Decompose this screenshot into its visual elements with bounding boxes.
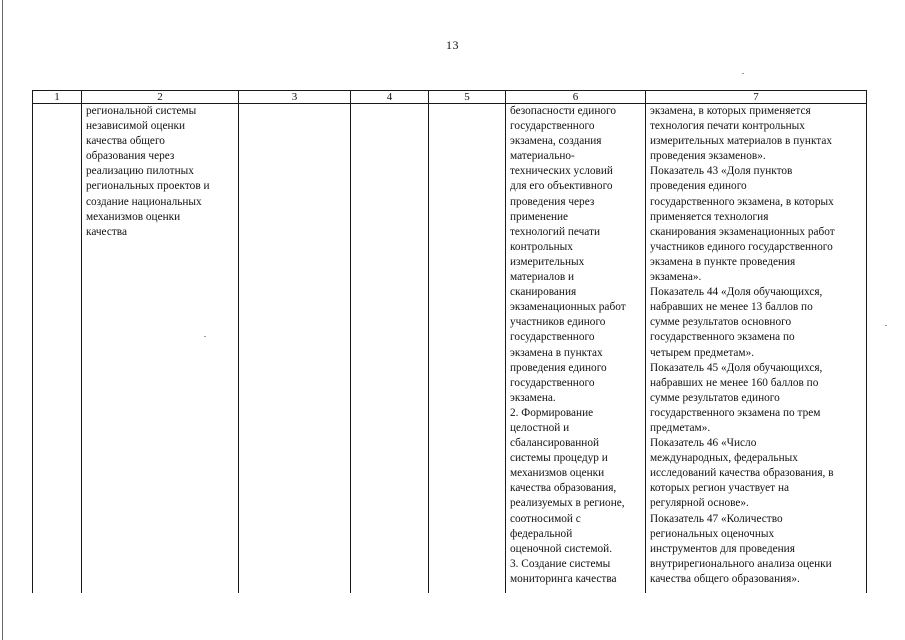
col6-text-line: сбалансированной <box>510 437 600 450</box>
col7-text-line: региональных оценочных <box>650 527 775 540</box>
col6-text-line: технических условий <box>510 165 613 178</box>
col7-text-line: сумме результатов единого <box>650 391 780 404</box>
col7-text-line: исследований качества образования, в <box>650 467 834 480</box>
col2-text-line: качества <box>86 225 128 238</box>
column-number-4: 4 <box>351 91 429 104</box>
col6-text-line: для его объективного <box>510 180 613 193</box>
col6-text-line: соотносимой с <box>510 512 581 525</box>
col7-text-line: набравших не менее 13 баллов по <box>650 301 813 314</box>
col7-text-line: предметам». <box>650 421 711 434</box>
col2-text-line: образования через <box>86 150 175 163</box>
col7-text-line: набравших не менее 160 баллов по <box>650 376 819 389</box>
col6-text-line: контрольных <box>510 240 573 253</box>
col6-text-line: технологий печати <box>510 225 600 238</box>
col2-text-line: региональной системы <box>86 105 197 117</box>
col7-text-line: государственного экзамена по трем <box>650 406 821 419</box>
col7-text-line: Показатель 47 «Количество <box>650 512 783 525</box>
col7-text-line: экзамена в пункте проведения <box>650 255 796 268</box>
document-table <box>32 90 867 593</box>
col6-text-line: экзаменационных работ <box>510 301 626 314</box>
col7-text-line: сканирования экзаменационных работ <box>650 225 835 238</box>
col7-text-line: международных, федеральных <box>650 452 798 465</box>
col7-text-line: качества общего образования». <box>650 572 800 585</box>
col7-text-line: которых регион участвует на <box>650 482 789 495</box>
cell-col-4 <box>351 104 429 594</box>
cell-col-5 <box>429 104 506 594</box>
col6-text-line: системы процедур и <box>510 452 608 465</box>
scan-speck <box>885 325 887 326</box>
col6-text-line: 3. Создание системы <box>510 557 611 570</box>
col2-text-line: независимой оценки <box>86 120 186 133</box>
col2-text-line: реализацию пилотных <box>86 165 194 178</box>
column-number-7: 7 <box>646 91 867 104</box>
col6-text-line: государственного <box>510 331 595 344</box>
col7-text-line: Показатель 46 «Число <box>650 437 757 450</box>
col7-text-line: Показатель 43 «Доля пунктов <box>650 165 793 178</box>
col6-text-line: применение <box>510 210 569 223</box>
cell-col-3 <box>239 104 351 594</box>
column-number-2: 2 <box>82 91 239 104</box>
column-number-6: 6 <box>506 91 646 104</box>
scan-edge-left <box>2 0 3 640</box>
page-number: 13 <box>446 38 459 52</box>
col7-text-line: технология печати контрольных <box>650 120 805 133</box>
col6-text-line: участников единого <box>510 316 606 329</box>
col6-text-line: проведения единого <box>510 361 607 374</box>
column-number-1: 1 <box>33 91 82 104</box>
cell-col-2 <box>82 104 239 594</box>
col2-text-line: качества общего <box>86 135 165 148</box>
col6-text-line: экзамена в пунктах <box>510 346 603 359</box>
scan-speck <box>742 73 744 74</box>
col6-text-line: измерительных <box>510 255 585 268</box>
col7-text-line: государственного экзамена по <box>650 331 795 344</box>
cell-col-6 <box>506 104 646 594</box>
col7-text-line: регулярной основе». <box>650 497 749 510</box>
col7-text-line: участников единого государственного <box>650 240 833 253</box>
col6-text-line: проведения через <box>510 195 595 208</box>
col2-text-line: создание национальных <box>86 195 202 208</box>
col6-text-line: экзамена, создания <box>510 135 602 148</box>
col6-text-line: мониторинга качества <box>510 572 617 585</box>
col6-text-line: оценочной системой. <box>510 542 613 555</box>
col6-text-line: государственного <box>510 376 595 389</box>
table-row <box>33 104 867 594</box>
col6-text-line: федеральной <box>510 527 573 540</box>
col6-text-line: материально- <box>510 150 575 163</box>
col7-text-line: внутрирегионального анализа оценки <box>650 557 832 570</box>
col6-text-line: качества образования, <box>510 482 617 495</box>
column-number-5: 5 <box>429 91 506 104</box>
col7-text-line: четырем предметам». <box>650 346 755 359</box>
col7-text-line: сумме результатов основного <box>650 316 792 329</box>
col7-text-line: государственного экзамена, в которых <box>650 195 834 208</box>
cell-col-7 <box>646 104 867 594</box>
col7-text-line: измерительных материалов в пунктах <box>650 135 833 148</box>
col2-text-line: механизмов оценки <box>86 210 181 223</box>
col6-text-line: экзамена. <box>510 391 556 404</box>
col7-text-line: Показатель 44 «Доля обучающихся, <box>650 286 823 299</box>
cell-col-1 <box>33 104 82 594</box>
col6-text-line: механизмов оценки <box>510 467 605 480</box>
col6-text-line: сканирования <box>510 286 577 299</box>
col2-text-line: региональных проектов и <box>86 180 210 193</box>
column-number-row <box>33 91 867 104</box>
col7-text-line: проведения единого <box>650 180 747 193</box>
col6-text-line: материалов и <box>510 271 575 284</box>
col6-text-line: безопасности единого <box>510 105 617 117</box>
col6-text-line: реализуемых в регионе, <box>510 497 625 510</box>
col7-text-line: экзамена». <box>650 271 702 284</box>
col7-text-line: экзамена, в которых применяется <box>650 105 811 117</box>
col6-text-line: государственного <box>510 120 595 133</box>
col7-text-line: проведения экзаменов». <box>650 150 766 163</box>
col7-text-line: инструментов для проведения <box>650 542 795 555</box>
col6-text-line: 2. Формирование <box>510 406 594 419</box>
col7-text-line: применяется технология <box>650 210 769 223</box>
col7-text-line: Показатель 45 «Доля обучающихся, <box>650 361 823 374</box>
column-number-3: 3 <box>239 91 351 104</box>
col6-text-line: целостной и <box>510 421 570 434</box>
